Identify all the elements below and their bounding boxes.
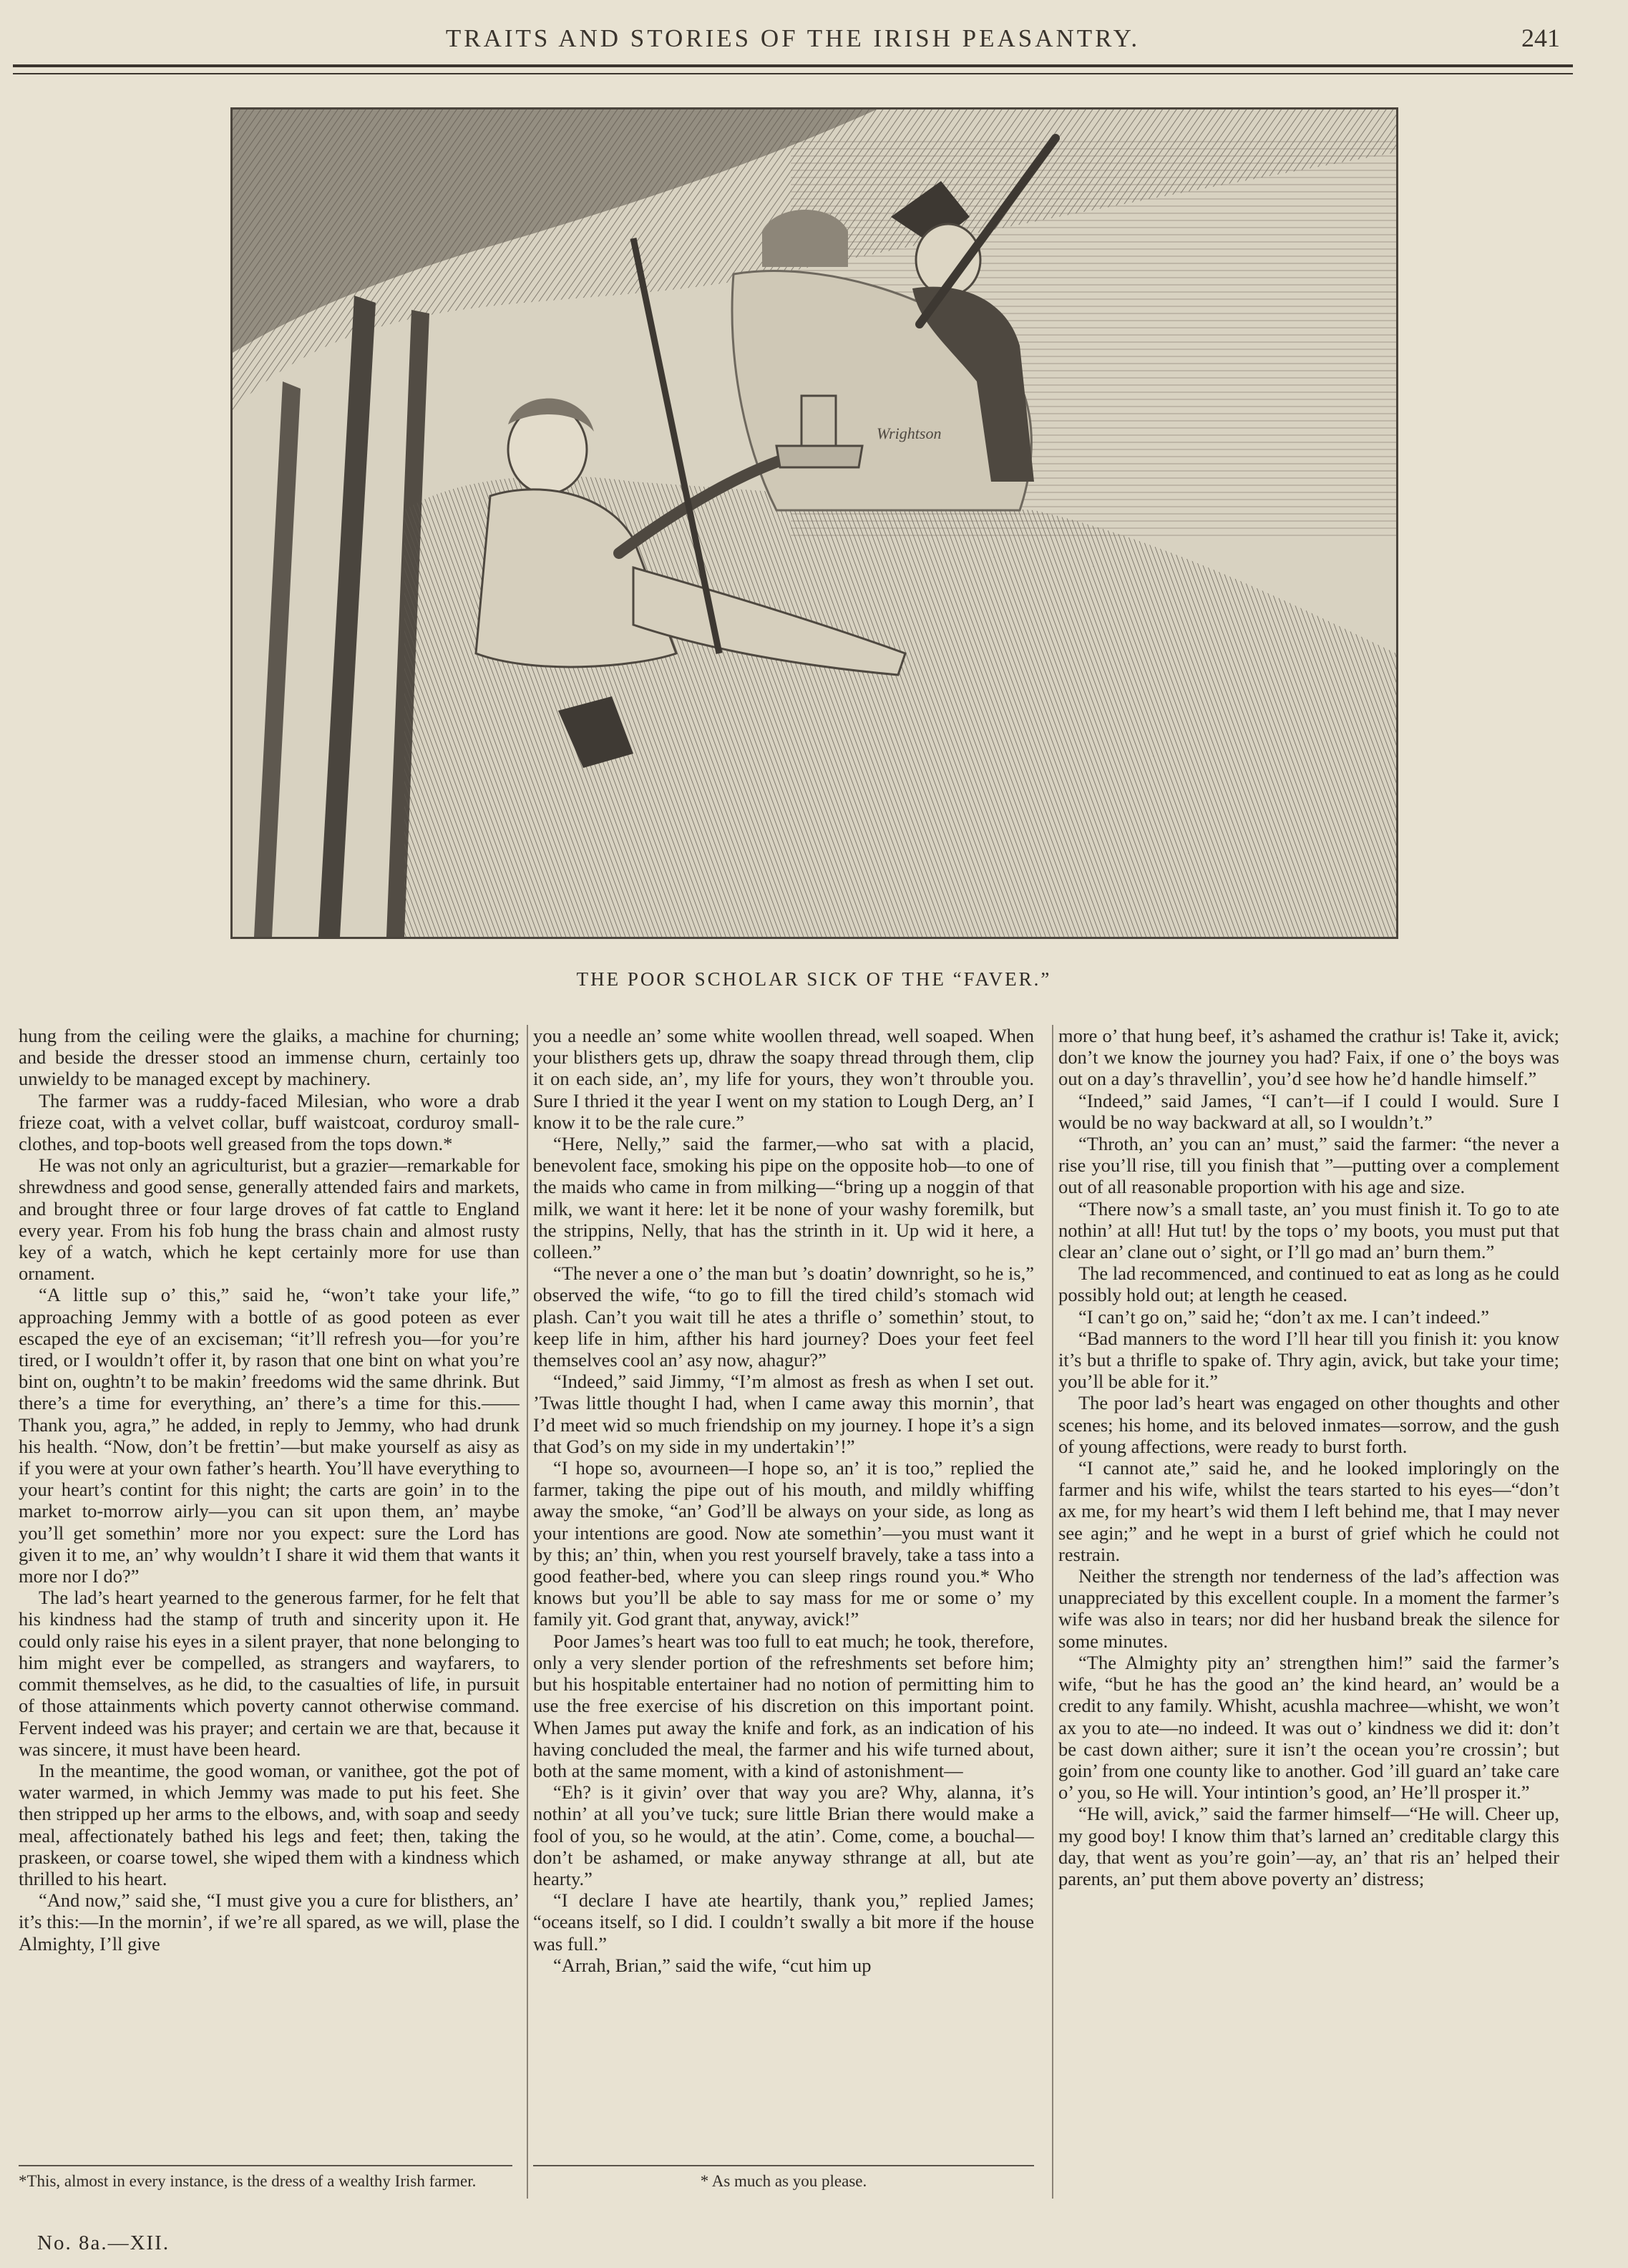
engraving-illustration bbox=[230, 107, 1398, 939]
engraving-art bbox=[233, 109, 1396, 937]
column-3-paragraph: The lad recommenced, and continued to eat as long as he could possibly hold out; at length he ceased. bbox=[1058, 1262, 1559, 1306]
column-2-paragraph: “I declare I have ate heartily, thank you,” replied James; “oceans itself, so I did. I couldn’t swally a bit more if the house was full.” bbox=[533, 1889, 1034, 1955]
header-rule-thin bbox=[13, 73, 1573, 74]
column-3-paragraph: “Throth, an’ you can an’ must,” said the farmer: “the never a rise you’ll rise, till you finish that ”—putting over a complement out of all reasonable proportion with his age and size. bbox=[1058, 1133, 1559, 1198]
illustration-caption: THE POOR SCHOLAR SICK OF THE “FAVER.” bbox=[576, 968, 1052, 990]
column-2-paragraph: you a needle an’ some white woollen thread, well soaped. When your blisthers gets up, dhraw the soapy thread through them, clip it on each side, an’, my life for yours, they won’t throuble you. Sure I thried it the year I went on my station to Lough Derg, an’ I know it to be the rale cure.” bbox=[533, 1025, 1034, 1133]
column-3-paragraph: “I cannot ate,” said he, and he looked imploringly on the farmer and his wife, whilst the tears started to his eyes—“don’t ax me, for my heart’s wid them I left behind me, that I may never see agin;” and he wept in a burst of grief which he could not restrain. bbox=[1058, 1457, 1559, 1565]
text-column-2 bbox=[533, 1025, 1034, 2170]
column-3-paragraph: “There now’s a small taste, an’ you must finish it. To go to ate nothin’ at all! Hut tut! by the tops o’ my boots, you must put that clear an’ clane out o’ sight, or I’ll go mad an’ burn them.” bbox=[1058, 1197, 1559, 1263]
column-3-paragraph: The poor lad’s heart was engaged on other thoughts and other scenes; his home, and its beloved inmates—sorrow, and the gush of young affections, were ready to burst forth. bbox=[1058, 1392, 1559, 1457]
column-3-paragraph: “Bad manners to the word I’ll hear till you finish it: you know it’s but a thrifle to spake of. Thry agin, avick, but take your time; you’ll be able for it.” bbox=[1058, 1327, 1559, 1393]
column-2-paragraph: Poor James’s heart was too full to eat much; he took, therefore, only a very slender portion of the refreshments set before him; but his hospitable entertainer had no notion of permitting him to use the free exercise of his discretion on this important point. When James put away the knife and fork, as an indication of his having concluded the meal, the farmer and his wife turned about, both at the same moment, with a kind of astonishment— bbox=[533, 1630, 1034, 1781]
page-header bbox=[13, 14, 1573, 64]
signature-mark: No. 8a.—XII. bbox=[37, 2232, 170, 2254]
column-1-paragraph: He was not only an agriculturist, but a grazier—remarkable for shrewdness and good sense, generally attended fairs and markets, and brought three or four large droves of fat cattle to England every year. From his fob hung the brass chain and almost rusty key of a watch, which he kept certainly more for use than ornament. bbox=[19, 1154, 520, 1285]
page-number: 241 bbox=[1521, 24, 1560, 52]
column-1-paragraph: The farmer was a ruddy-faced Milesian, who wore a drab frieze coat, with a velvet collar, buff waistcoat, corduroy small-clothes, and top-boots well greased from the tops down.* bbox=[19, 1089, 520, 1155]
mug-tray bbox=[776, 446, 862, 467]
running-title: TRAITS AND STORIES OF THE IRISH PEASANTRY. bbox=[445, 24, 1141, 52]
column-divider bbox=[1052, 1025, 1053, 2199]
column-1-paragraph: In the meantime, the good woman, or vanithee, got the pot of water warmed, in which Jemmy was made to put his feet. She then stripped up her arms to the elbows, and, with soap and seedy meal, affectionately bathed his legs and feet; then, taking the praskeen, or coarse towel, she wiped them with a kindness which thrilled to his heart. bbox=[19, 1759, 520, 1889]
text-column-1 bbox=[19, 1025, 520, 2170]
column-3-paragraph: Neither the strength nor tenderness of the lad’s affection was unappreciated by this excellent couple. In a moment the farmer’s wife was also in tears; nor did her husband break the silence for some minutes. bbox=[1058, 1565, 1559, 1652]
footnote-rule bbox=[533, 2165, 1034, 2166]
footnote-col-2: * As much as you please. bbox=[700, 2172, 867, 2190]
mug bbox=[801, 396, 836, 446]
column-2-paragraph: “Eh? is it givin’ over that way you are? Why, alanna, it’s nothin’ at all you’ve tuck; sure little Brian there would make a fool of you, so he would, at the atin’. Come, come, a bouchal—don’t be ashamed, or make anyway sthrange at all, but ate hearty.” bbox=[533, 1781, 1034, 1889]
column-3-paragraph: “The Almighty pity an’ strengthen him!” said the farmer’s wife, “but he has the good an’ the kind heard, an’ would be a credit to any family. Whisht, acushla machree—whisht, we won’t ax you to ate—no indeed. It was out o’ kindness we did it: don’t be cast down aither; sure it isn’t the ocean you’re crossin’; but goin’ from one county like to another. God ’ill guard an’ take care o’ you, so He will. Your intintion’s good, an’ He’ll prosper it.” bbox=[1058, 1651, 1559, 1804]
column-1-paragraph: hung from the ceiling were the glaiks, a machine for churning; and beside the dresser stood an immense churn, certainly too unwieldy to be managed except by machinery. bbox=[19, 1025, 520, 1090]
column-3-paragraph: “Indeed,” said James, “I can’t—if I could I would. Sure I would be no way backward at all, so I wouldn’t.” bbox=[1058, 1089, 1559, 1133]
column-1-paragraph: “A little sup o’ this,” said he, “won’t take your life,” approaching Jemmy with a bottle of as good poteen as ever escaped the eye of an exciseman; “it’ll refresh you—for you’re tired, or I wouldn’t offer it, by rason that one bint on what you’re bint on, oughtn’t to be makin’ freedoms wid the same dhrink. But there’s a time for everything, an’ there’s a time for this.——Thank you, agra,” he added, in reply to Jemmy, who had drunk his health. “Now, don’t be frettin’—but make yourself as aisy as if you were at your own father’s hearth. You’ll have everything to your heart’s contint for this night; the carts are goin’ in to the market to-morrow airly—you can sit upon them, an’ maybe you’ll get somethin’ more nor you expect: sure the Lord has given it to me, an’ why wouldn’t I share it wid them that wants it more nor I do?” bbox=[19, 1284, 520, 1587]
column-2-paragraph: “The never a one o’ the man but ’s doatin’ downright, so he is,” observed the wife, “to go to fill the tired child’s stomach wid plash. Can’t you wait till he ates a thrifle o’ somethin’ stout, to keep life in him, afther his hard journey? Does your feet feel themselves cool an’ asy now, ahagur?” bbox=[533, 1262, 1034, 1371]
column-2-paragraph: “I hope so, avourneen—I hope so, an’ it is too,” replied the farmer, taking the pipe out of his mouth, and mildly whiffing away the smoke, “an’ God’ll be always on your side, as long as your intentions are good. Now ate somethin’—you must want it by this; an’ thin, when you rest yourself bravely, take a tass into a good feather-bed, where you can sleep rings round you.* Who knows but you’ll be able to say mass for me or some o’ my family yit. God grant that, anyway, avick!” bbox=[533, 1457, 1034, 1630]
column-2-paragraph: “Indeed,” said Jimmy, “I’m almost as fresh as when I set out. ’Twas little thought I had, when I came away this mornin’, that I’d meet wid so much friendship on my journey. I hope it’s a sign that God’s on my side in my undertakin’!” bbox=[533, 1371, 1034, 1457]
column-1-paragraph: “And now,” said she, “I must give you a cure for blisthers, an’ it’s this:—In the mornin’, if we’re all spared, as we will, plase the Almighty, I’ll give bbox=[19, 1889, 520, 1955]
text-column-3 bbox=[1058, 1025, 1559, 2170]
distant-stack bbox=[762, 210, 848, 267]
column-2-paragraph: “Arrah, Brian,” said the wife, “cut him up bbox=[553, 1954, 872, 1976]
column-3-paragraph: “I can’t go on,” said he; “don’t ax me. I can’t indeed.” bbox=[1078, 1305, 1489, 1328]
column-3-paragraph: more o’ that hung beef, it’s ashamed the crathur is! Take it, avick; don’t we know the journey you had? Faix, if one o’ the boys was out on a day’s thravellin’, you’d see how he’d handle himself.” bbox=[1058, 1025, 1559, 1090]
header-rule-thick bbox=[13, 64, 1573, 67]
column-2-paragraph: “Here, Nelly,” said the farmer,—who sat with a placid, benevolent face, smoking his pipe on the opposite hob—to one of the maids who came in from milking—“bring up a noggin of that milk, we want it here: let it be none of your washy foremilk, but the strippins, Nelly, that has the strinth in it. Up wid it here, a colleen.” bbox=[533, 1133, 1034, 1263]
column-3-paragraph: “He will, avick,” said the farmer himself—“He will. Cheer up, my good boy! I know thim that’s larned an’ creditable clargy this day, that went as you’re goin’—ay, an’ that ris an’ helped their parents, an’ put them above poverty an’ distress; bbox=[1058, 1803, 1559, 1889]
footnote-col-1: *This, almost in every instance, is the dress of a wealthy Irish farmer. bbox=[19, 2172, 477, 2190]
engraver-signature: Wrightson bbox=[877, 424, 942, 442]
column-divider bbox=[527, 1025, 528, 2199]
column-1-paragraph: The lad’s heart yearned to the generous farmer, for he felt that his kindness had the stamp of truth and sincerity upon it. He could only raise his eyes in a silent prayer, that none belonging to him might ever be compelled, as strangers and wayfarers, to commit themselves, as he did, to the casualties of life, in pursuit of those attainments which poverty cannot otherwise command. Fervent indeed was his prayer; and certain we are that, because it was sincere, it must have been heard. bbox=[19, 1587, 520, 1760]
footnote-rule bbox=[19, 2165, 512, 2166]
